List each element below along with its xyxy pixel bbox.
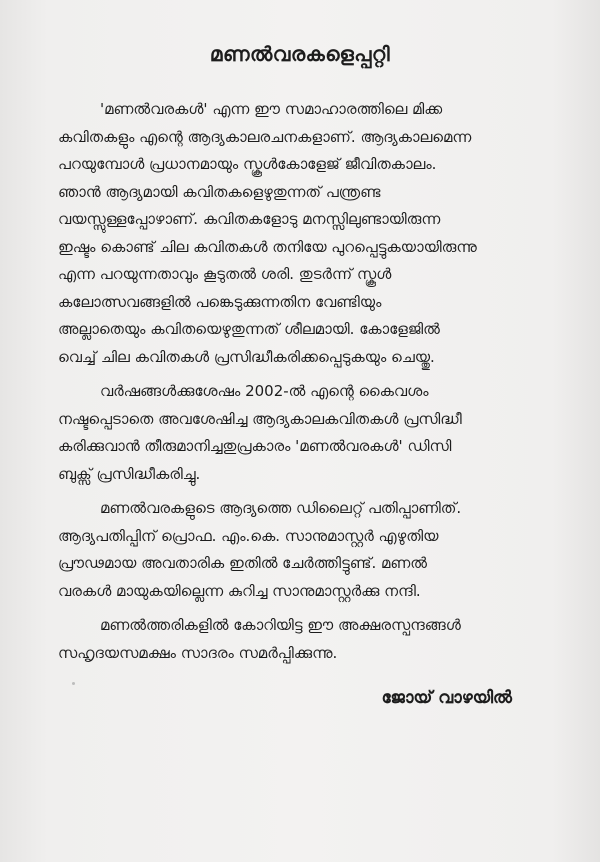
text-line: ഞാൻ ആദ്യമായി കവിതകളെഴുതുന്നത് പന്ത്രണ്ട [58, 182, 381, 201]
text-line: അല്ലാതെയും കവിതയെഴുതുന്നത് ശീലമായി. കോളേജിൽ [58, 320, 440, 338]
page-title: മണൽവരകളെപ്പറ്റി [209, 42, 391, 66]
text-line: ബുക്സ് പ്രസിദ്ധീകരിച്ചു. [58, 464, 201, 483]
text-line: കവിതകളും എന്റെ ആദ്യകാലരചനകളാണ്. ആദ്യകാലമെന്ന [58, 127, 472, 146]
paragraph-2 [58, 378, 558, 488]
text-line: പ്രൗഢമായ അവതാരിക ഇതിൽ ചേർത്തിട്ടുണ്ട്. മണൽ [58, 554, 428, 572]
text-line: മണൽത്തരികളിൽ കോറിയിട്ട ഈ അക്ഷരസ്പന്ദങ്ങൾ [100, 616, 461, 634]
author-signature: ജോയ് വാഴയിൽ [381, 688, 512, 708]
paper-speck [72, 682, 75, 685]
text-line: 'മണൽവരകൾ' എന്ന ഈ സമാഹാരത്തിലെ മിക്ക [100, 100, 443, 118]
text-line: ഇഷ്ടം കൊണ്ട് ചില കവിതകൾ തനിയേ പുറപ്പെട്ടുകയായിരുന്നു [58, 237, 477, 256]
text-line: പറയുമ്പോൾ പ്രധാനമായും സ്കൂൾകോളേജ് ജീവിതകാലം. [58, 155, 437, 173]
text-line: എന്ന പറയുന്നതാവും കൂടുതൽ ശരി. തുടർന്ന് സ്കൂൾ [58, 265, 392, 283]
preface-body [58, 96, 558, 674]
text-line: വർഷങ്ങൾക്കുശേഷം 2002-ൽ എന്റെ കൈവശം [100, 382, 429, 400]
text-line: നഷ്ടപ്പെടാതെ അവശേഷിച്ച ആദ്യകാലകവിതകൾ പ്രസിദ്ധീ [58, 409, 462, 428]
paragraph-1 [58, 96, 558, 371]
text-line: വയസ്സുള്ളപ്പോഴാണ്. കവിതകളോടു മനസ്സിലുണ്ടായിരുന്ന [58, 210, 441, 228]
text-line: വരകൾ മായുകയില്ലെന്ന കുറിച്ച സാനുമാസ്റ്റർക്കു നന്ദി. [58, 581, 421, 600]
paragraph-3 [58, 495, 558, 605]
text-line: സഹൃദയസമക്ഷം സാദരം സമർപ്പിക്കുന്നു. [58, 643, 338, 662]
text-line: ആദ്യപതിപ്പിന് പ്രൊഫ. എം.കെ. സാനുമാസ്റ്റർ എഴുതിയ [58, 526, 439, 545]
text-line: കരിക്കുവാൻ തീരുമാനിച്ചതുപ്രകാരം 'മണൽവരകൾ' ഡിസി [58, 437, 452, 455]
text-line: വെച്ച് ചില കവിതകൾ പ്രസിദ്ധീകരിക്കപ്പെടുകയും ചെയ്തു. [58, 347, 435, 366]
text-line: മണൽവരകളുടെ ആദ്യത്തെ ഡിലൈറ്റ് പതിപ്പാണിത്. [100, 499, 462, 517]
text-line: കലോത്സവങ്ങളിൽ പങ്കെടുക്കുന്നതിന വേണ്ടിയും [58, 292, 382, 311]
paragraph-4 [58, 612, 558, 667]
